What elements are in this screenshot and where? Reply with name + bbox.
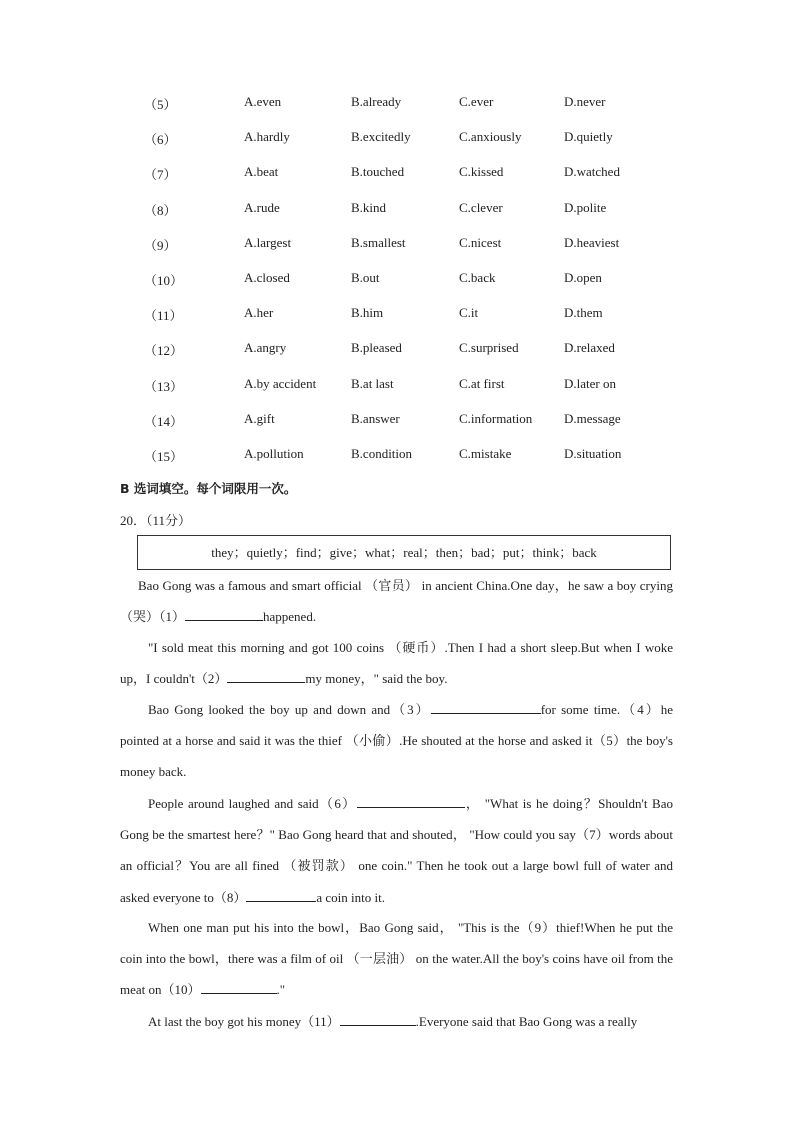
option-c: C.at first: [459, 375, 505, 391]
option-row: [0, 334, 794, 369]
paragraph-text: "I sold meat this morning and got 100 coins （硬币）.Then I had a short sleep.But when I woke up，I couldn't（2）: [120, 640, 673, 687]
option-row: [0, 405, 794, 440]
paragraph-3: [120, 694, 673, 788]
option-d: D.never: [564, 94, 606, 109]
option-b: B.pleased: [351, 340, 402, 356]
option-b: B.out: [351, 269, 380, 285]
paragraph-1: [120, 570, 673, 632]
option-row: [0, 194, 794, 229]
option-c: C.surprised: [459, 340, 519, 356]
question-number: （5）: [144, 97, 177, 112]
option-d: D.later on: [564, 375, 616, 391]
question-number: （15）: [144, 448, 184, 464]
question-number: （14）: [144, 413, 184, 429]
option-c: C.nicest: [459, 234, 502, 250]
question-number: （11）: [144, 308, 183, 324]
option-b: B.at last: [351, 375, 394, 391]
option-a: A.by accident: [244, 375, 317, 391]
paragraph-2: [120, 632, 673, 694]
option-b: B.touched: [351, 164, 405, 180]
paragraph-text: People around laughed and said（6）: [148, 796, 357, 811]
options-table: [0, 88, 794, 475]
answer-blank-11[interactable]: [340, 1013, 416, 1026]
option-a: A.her: [244, 305, 274, 321]
option-a: A.even: [244, 94, 282, 109]
paragraph-text: When one man put his into the bowl，Bao Gong said， "This is the（9）thief!When he put the coin into the bowl，there was a film of oil （一层油） on the water.All the boy's coins have oil from the meat on（10）: [120, 920, 673, 998]
question-number: （12）: [144, 343, 184, 359]
paragraph-6: [120, 1006, 673, 1037]
option-d: D.situation: [564, 445, 622, 461]
question-number: （9）: [144, 237, 177, 253]
paragraph-text: my money，" said the boy.: [305, 671, 448, 687]
option-row: [0, 264, 794, 299]
paragraph-5: [120, 912, 673, 1006]
option-a: A.closed: [244, 269, 290, 285]
option-b: B.kind: [351, 199, 387, 215]
option-c: C.it: [459, 305, 479, 321]
paragraph-text: happened.: [263, 609, 317, 625]
option-b: B.condition: [351, 445, 413, 461]
question-number: （8）: [144, 202, 177, 218]
option-d: D.watched: [564, 164, 620, 180]
option-d: D.them: [564, 305, 603, 321]
option-a: A.angry: [244, 340, 287, 356]
question-number: （6）: [144, 132, 177, 148]
option-row: [0, 229, 794, 264]
answer-blank-2[interactable]: [227, 670, 305, 683]
option-row: [0, 88, 794, 123]
option-a: A.rude: [244, 199, 280, 215]
paragraph-text: Bao Gong looked the boy up and down and（3）: [148, 702, 431, 717]
option-a: A.beat: [244, 164, 279, 180]
option-b: B.excitedly: [351, 129, 411, 145]
option-d: D.message: [564, 410, 621, 426]
word-bank-box: [137, 535, 671, 570]
paragraph-text: .Everyone said that Bao Gong was a really: [415, 1014, 638, 1029]
paragraph-text: .": [276, 982, 286, 998]
paragraph-text: ， "What is he doing？Shouldn't Bao Gong be the smartest here？" Bao Gong heard that and shouted， "How could you say（7）words about an official？You are all fined （被罚款） one coin." Then he took out a large bowl full of water and asked everyone to（8）: [120, 796, 673, 905]
paragraph-4: [120, 788, 673, 913]
option-d: D.open: [564, 269, 602, 285]
answer-blank-8[interactable]: [246, 889, 316, 902]
answer-blank-10[interactable]: [201, 981, 277, 994]
option-c: C.mistake: [459, 445, 512, 461]
paragraph-text: for some time.（4）he pointed at a horse and said it was the thief （小偷）.He shouted at the horse and asked it（5）the boy's money back.: [120, 702, 673, 780]
option-b: B.answer: [351, 410, 400, 426]
option-c: C.clever: [459, 199, 503, 215]
option-d: D.relaxed: [564, 340, 615, 356]
answer-blank-6[interactable]: [357, 795, 465, 808]
option-b: B.already: [351, 94, 402, 109]
option-c: C.information: [459, 410, 533, 426]
option-a: A.pollution: [244, 445, 304, 461]
answer-blank-1[interactable]: [185, 608, 263, 621]
option-d: D.polite: [564, 199, 607, 215]
paragraph-text: Bao Gong was a famous and smart official （官员） in ancient China.One day，he saw a boy crying （哭）（1）: [120, 578, 673, 625]
question-number: （7）: [144, 167, 177, 183]
option-d: D.heaviest: [564, 234, 620, 250]
option-a: A.gift: [244, 410, 275, 426]
option-b: B.him: [351, 305, 384, 321]
question-number: （13）: [144, 378, 184, 394]
section-heading: B 选词填空。每个词限用一次。: [120, 481, 297, 496]
option-b: B.smallest: [351, 234, 406, 250]
option-a: A.largest: [244, 234, 292, 250]
option-row: [0, 370, 794, 405]
answer-blank-3[interactable]: [431, 701, 541, 714]
option-row: [0, 299, 794, 334]
question-number: （10）: [144, 272, 184, 288]
question-header: 20．（11分）: [120, 513, 192, 528]
option-row: [0, 123, 794, 158]
option-c: C.back: [459, 269, 496, 285]
option-row: [0, 440, 794, 475]
word-bank: they；quietly；find；give；what；real；then；bad；put；think；back: [211, 545, 597, 560]
option-a: A.hardly: [244, 129, 290, 145]
option-row: [0, 158, 794, 193]
paragraph-text: a coin into it.: [316, 889, 385, 905]
option-c: C.ever: [459, 94, 494, 109]
paragraph-text: At last the boy got his money（11）: [148, 1014, 340, 1029]
option-c: C.anxiously: [459, 129, 522, 145]
option-c: C.kissed: [459, 164, 504, 180]
option-d: D.quietly: [564, 129, 613, 145]
